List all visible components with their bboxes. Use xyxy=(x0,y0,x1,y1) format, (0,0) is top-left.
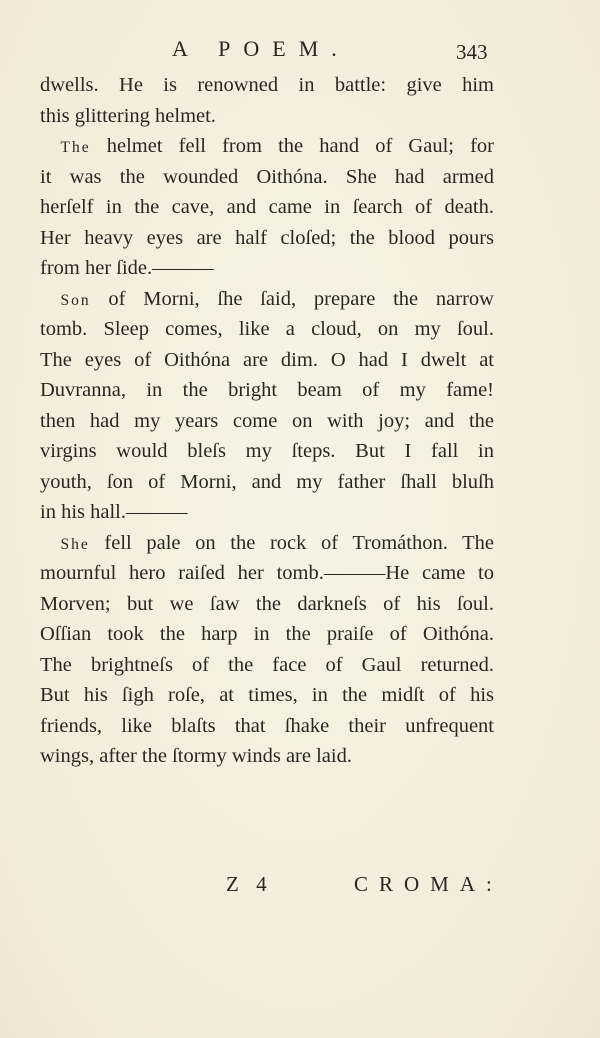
text-line: friends, like blaſts that ſhake their unfrequent xyxy=(40,714,494,737)
catchword: CROMA: xyxy=(354,872,503,896)
small-caps-lead: Son xyxy=(60,291,91,309)
text-line: this glittering helmet. xyxy=(40,104,216,127)
running-title: A POEM. xyxy=(172,36,350,61)
text-line: Duvranna, in the bright beam of my fame! xyxy=(40,379,494,401)
text-line: Oſſian took the harp in the praiſe of Oithóna. xyxy=(40,623,494,645)
page-number: 343 xyxy=(456,40,488,64)
page-footer xyxy=(0,872,600,902)
small-caps-lead: She xyxy=(60,535,90,553)
text-line: Son of Morni, ſhe ſaid, prepare the narrow xyxy=(60,287,494,310)
text-line: mournful hero raiſed her tomb.———He came to xyxy=(40,562,494,584)
text-line: youth, ſon of Morni, and my father ſhall bluſh xyxy=(40,470,494,493)
small-caps-lead: The xyxy=(60,139,91,156)
text-line: from her ſide.——— xyxy=(40,257,214,279)
text-line: The brightneſs of the face of Gaul returned. xyxy=(40,653,494,676)
text-line: wings, after the ſtormy winds are laid. xyxy=(40,745,352,767)
text-line: The helmet fell from the hand of Gaul; for xyxy=(60,135,494,157)
text-line: But his ſigh roſe, at times, in the midſt of his xyxy=(40,684,494,706)
body-text xyxy=(40,70,494,772)
text-line: then had my years come on with joy; and the xyxy=(40,409,494,432)
text-line: dwells. He is renowned in battle: give him xyxy=(40,74,494,96)
text-line: tomb. Sleep comes, like a cloud, on my ſoul. xyxy=(40,318,494,340)
text-line: in his hall.——— xyxy=(40,501,188,523)
text-line: Morven; but we ſaw the darkneſs of his ſoul. xyxy=(40,592,494,615)
text-line: Her heavy eyes are half cloſed; the blood pours xyxy=(40,226,494,249)
text-line: The eyes of Oithóna are dim. O had I dwelt at xyxy=(40,348,494,371)
running-head xyxy=(0,36,600,66)
text-line: She fell pale on the rock of Tromáthon. The xyxy=(60,531,494,554)
text-line: virgins would bleſs my ſteps. But I fall in xyxy=(40,440,494,462)
text-line: herſelf in the cave, and came in ſearch of death. xyxy=(40,196,494,218)
text-line: it was the wounded Oithóna. She had armed xyxy=(40,165,494,188)
signature-mark: Z 4 xyxy=(226,872,273,896)
